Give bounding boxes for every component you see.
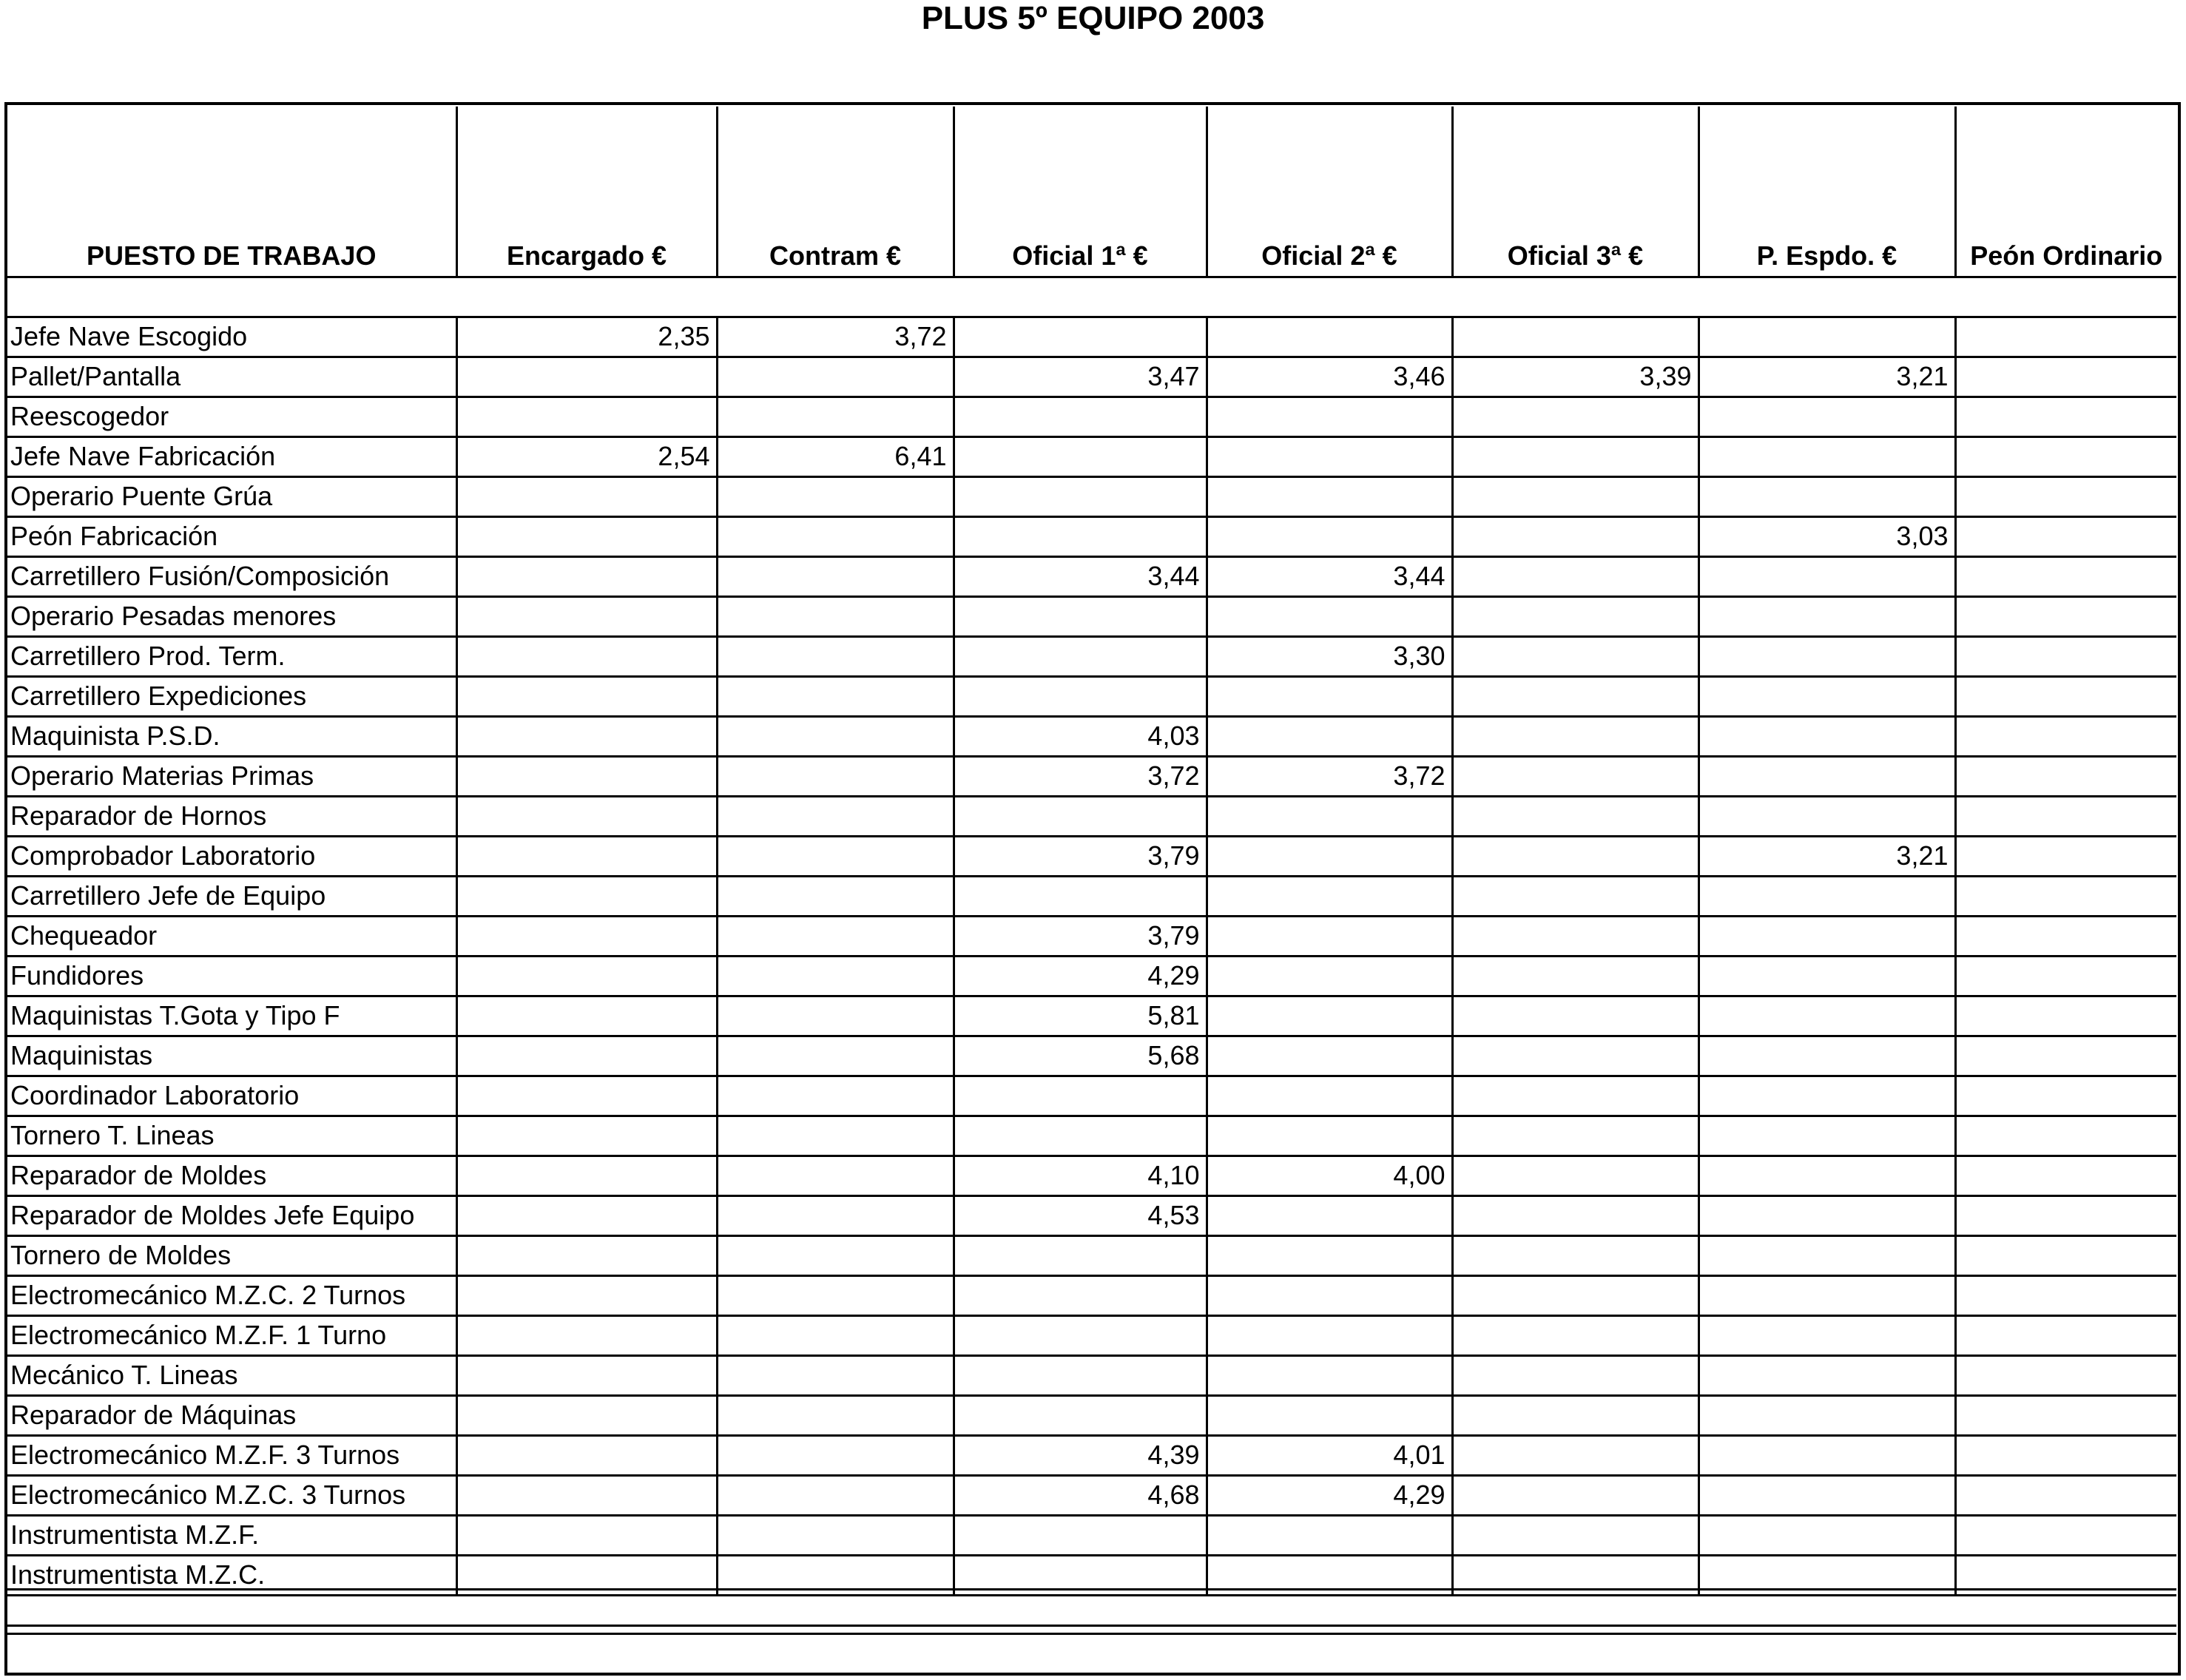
value-cell	[717, 1435, 954, 1475]
value-cell	[1698, 1395, 1955, 1435]
value-cell	[1207, 476, 1452, 516]
value-cell	[1452, 476, 1698, 516]
value-cell	[456, 756, 717, 796]
value-cell	[456, 636, 717, 676]
value-cell	[1452, 1355, 1698, 1395]
value-cell	[1955, 1116, 2176, 1156]
table-row	[7, 716, 2176, 756]
value-cell	[1955, 876, 2176, 916]
table-row	[7, 676, 2176, 716]
value-cell: 3,72	[1207, 756, 1452, 796]
job-title-cell: Electromecánico M.Z.F. 1 Turno	[7, 1315, 456, 1355]
value-cell	[717, 1195, 954, 1235]
job-title-cell: Electromecánico M.Z.C. 3 Turnos	[7, 1475, 456, 1515]
value-cell	[717, 1515, 954, 1555]
value-cell	[1955, 1156, 2176, 1195]
value-cell	[1698, 916, 1955, 956]
table-row	[7, 1355, 2176, 1395]
value-cell	[456, 716, 717, 756]
value-cell	[1452, 1275, 1698, 1315]
value-cell	[954, 796, 1207, 836]
column-header: PUESTO DE TRABAJO	[7, 107, 456, 277]
value-cell	[1955, 636, 2176, 676]
table-row	[7, 956, 2176, 996]
value-cell	[456, 956, 717, 996]
value-cell	[456, 1515, 717, 1555]
value-cell: 4,10	[954, 1156, 1207, 1195]
value-cell	[1452, 1435, 1698, 1475]
value-cell	[1698, 796, 1955, 836]
value-cell	[1207, 716, 1452, 756]
value-cell	[1955, 676, 2176, 716]
value-cell	[1207, 1355, 1452, 1395]
value-cell	[1698, 996, 1955, 1036]
value-cell	[1452, 436, 1698, 476]
value-cell	[717, 1116, 954, 1156]
table-row	[7, 1156, 2176, 1195]
value-cell	[1955, 756, 2176, 796]
value-cell	[1955, 436, 2176, 476]
value-cell	[1955, 1475, 2176, 1515]
value-cell: 4,29	[1207, 1475, 1452, 1515]
value-cell	[1955, 1036, 2176, 1076]
value-cell	[456, 1156, 717, 1195]
value-cell: 3,44	[1207, 556, 1452, 596]
value-cell	[1207, 436, 1452, 476]
value-cell	[1955, 1076, 2176, 1116]
value-cell	[1698, 1235, 1955, 1275]
value-cell	[1207, 1076, 1452, 1116]
job-title-cell: Reparador de Moldes	[7, 1156, 456, 1195]
value-cell	[717, 1076, 954, 1116]
table-row	[7, 397, 2176, 436]
value-cell	[954, 1395, 1207, 1435]
value-cell: 5,81	[954, 996, 1207, 1036]
job-title-cell: Operario Puente Grúa	[7, 476, 456, 516]
value-cell	[717, 1036, 954, 1076]
value-cell	[1698, 1036, 1955, 1076]
value-cell	[1452, 796, 1698, 836]
job-title-cell: Carretillero Fusión/Composición	[7, 556, 456, 596]
value-cell	[456, 876, 717, 916]
table-row	[7, 1395, 2176, 1435]
value-cell	[954, 1116, 1207, 1156]
value-cell	[717, 676, 954, 716]
value-cell	[1207, 796, 1452, 836]
value-cell	[1698, 317, 1955, 357]
job-title-cell: Reparador de Máquinas	[7, 1395, 456, 1435]
value-cell	[1452, 1195, 1698, 1235]
value-cell	[954, 1275, 1207, 1315]
value-cell	[717, 716, 954, 756]
value-cell	[1955, 516, 2176, 556]
value-cell	[717, 756, 954, 796]
value-cell	[1698, 476, 1955, 516]
column-header: Encargado €	[456, 107, 717, 277]
value-cell	[1955, 1355, 2176, 1395]
value-cell	[1207, 876, 1452, 916]
table-row	[7, 636, 2176, 676]
value-cell	[1955, 1395, 2176, 1435]
table-row	[7, 1435, 2176, 1475]
job-title-cell: Carretillero Prod. Term.	[7, 636, 456, 676]
value-cell	[1698, 1116, 1955, 1156]
value-cell	[1207, 836, 1452, 876]
value-cell	[717, 1156, 954, 1195]
value-cell	[1452, 1395, 1698, 1435]
value-cell	[1698, 636, 1955, 676]
value-cell	[1955, 836, 2176, 876]
value-cell	[717, 357, 954, 397]
value-cell	[1698, 716, 1955, 756]
column-header: Oficial 2ª €	[1207, 107, 1452, 277]
value-cell	[1955, 956, 2176, 996]
value-cell	[1207, 1515, 1452, 1555]
table-row	[7, 596, 2176, 636]
value-cell	[1207, 596, 1452, 636]
value-cell	[1452, 1156, 1698, 1195]
value-cell: 4,68	[954, 1475, 1207, 1515]
job-title-cell: Chequeador	[7, 916, 456, 956]
value-cell	[1955, 556, 2176, 596]
value-cell	[1207, 916, 1452, 956]
value-cell	[954, 1235, 1207, 1275]
value-cell	[1452, 1235, 1698, 1275]
value-cell	[1955, 357, 2176, 397]
value-cell	[1955, 996, 2176, 1036]
table-row	[7, 476, 2176, 516]
value-cell	[456, 1036, 717, 1076]
value-cell	[1452, 1036, 1698, 1076]
value-cell	[1955, 716, 2176, 756]
job-title-cell: Pallet/Pantalla	[7, 357, 456, 397]
job-title-cell: Jefe Nave Escogido	[7, 317, 456, 357]
value-cell	[1452, 756, 1698, 796]
table-row	[7, 1235, 2176, 1275]
table-row	[7, 916, 2176, 956]
value-cell	[1452, 516, 1698, 556]
value-cell	[1452, 996, 1698, 1036]
value-cell: 4,01	[1207, 1435, 1452, 1475]
column-header: P. Espdo. €	[1698, 107, 1955, 277]
job-title-cell: Tornero T. Lineas	[7, 1116, 456, 1156]
value-cell	[1955, 317, 2176, 357]
value-cell	[1207, 1036, 1452, 1076]
spacer-cell	[7, 277, 2176, 317]
value-cell	[954, 1076, 1207, 1116]
value-cell: 3,47	[954, 357, 1207, 397]
value-cell: 2,54	[456, 436, 717, 476]
table-row	[7, 317, 2176, 357]
value-cell: 4,39	[954, 1435, 1207, 1475]
table-row	[7, 1475, 2176, 1515]
value-cell	[456, 1235, 717, 1275]
table-row	[7, 1275, 2176, 1315]
value-cell	[1207, 397, 1452, 436]
value-cell	[1452, 636, 1698, 676]
value-cell: 4,29	[954, 956, 1207, 996]
value-cell	[1452, 1475, 1698, 1515]
value-cell	[1452, 716, 1698, 756]
value-cell	[954, 876, 1207, 916]
value-cell	[456, 556, 717, 596]
value-cell	[1452, 916, 1698, 956]
value-cell	[1698, 1076, 1955, 1116]
value-cell	[1207, 1315, 1452, 1355]
column-header: Oficial 3ª €	[1452, 107, 1698, 277]
value-cell	[1698, 1195, 1955, 1235]
value-cell	[717, 1315, 954, 1355]
data-table	[7, 107, 2176, 1596]
value-cell	[1698, 676, 1955, 716]
value-cell	[1698, 596, 1955, 636]
job-title-cell: Reparador de Moldes Jefe Equipo	[7, 1195, 456, 1235]
value-cell	[954, 636, 1207, 676]
value-cell	[717, 596, 954, 636]
value-cell	[456, 996, 717, 1036]
value-cell	[1207, 956, 1452, 996]
table-row	[7, 1315, 2176, 1355]
job-title-cell: Peón Fabricación	[7, 516, 456, 556]
table-row	[7, 996, 2176, 1036]
value-cell	[717, 1395, 954, 1435]
value-cell	[456, 676, 717, 716]
value-cell	[1207, 1195, 1452, 1235]
value-cell	[1698, 397, 1955, 436]
value-cell	[1698, 756, 1955, 796]
value-cell	[456, 476, 717, 516]
footer-rule	[7, 1588, 2176, 1627]
table-row	[7, 1076, 2176, 1116]
value-cell	[954, 596, 1207, 636]
value-cell	[1452, 317, 1698, 357]
value-cell	[1955, 1515, 2176, 1555]
value-cell	[456, 596, 717, 636]
table-row	[7, 1515, 2176, 1555]
value-cell: 3,44	[954, 556, 1207, 596]
value-cell	[1698, 1355, 1955, 1395]
value-cell	[456, 1116, 717, 1156]
value-cell: 3,46	[1207, 357, 1452, 397]
value-cell	[954, 676, 1207, 716]
table-row	[7, 516, 2176, 556]
value-cell	[717, 636, 954, 676]
column-header: Peón Ordinario	[1955, 107, 2176, 277]
value-cell	[1452, 956, 1698, 996]
table-row	[7, 756, 2176, 796]
value-cell	[717, 996, 954, 1036]
value-cell	[1698, 1475, 1955, 1515]
value-cell	[1207, 1235, 1452, 1275]
value-cell	[456, 397, 717, 436]
value-cell: 3,03	[1698, 516, 1955, 556]
job-title-cell: Tornero de Moldes	[7, 1235, 456, 1275]
value-cell	[1698, 1275, 1955, 1315]
value-cell	[1207, 996, 1452, 1036]
value-cell	[1698, 1156, 1955, 1195]
job-title-cell: Electromecánico M.Z.C. 2 Turnos	[7, 1275, 456, 1315]
value-cell	[1955, 916, 2176, 956]
value-cell	[717, 956, 954, 996]
value-cell	[717, 1275, 954, 1315]
value-cell: 4,03	[954, 716, 1207, 756]
value-cell	[954, 1315, 1207, 1355]
value-cell	[1698, 1515, 1955, 1555]
page-title: PLUS 5º EQUIPO 2003	[921, 0, 1265, 36]
value-cell	[1955, 1315, 2176, 1355]
job-title-cell: Jefe Nave Fabricación	[7, 436, 456, 476]
value-cell	[456, 796, 717, 836]
header-row	[7, 107, 2176, 277]
value-cell	[1452, 836, 1698, 876]
value-cell	[1207, 1395, 1452, 1435]
job-title-cell: Comprobador Laboratorio	[7, 836, 456, 876]
value-cell	[717, 516, 954, 556]
value-cell	[1955, 596, 2176, 636]
value-cell	[954, 436, 1207, 476]
value-cell	[456, 516, 717, 556]
value-cell	[717, 1235, 954, 1275]
value-cell: 6,41	[717, 436, 954, 476]
value-cell	[1955, 1235, 2176, 1275]
value-cell	[1698, 1315, 1955, 1355]
value-cell	[1698, 1435, 1955, 1475]
value-cell	[717, 1475, 954, 1515]
value-cell	[717, 876, 954, 916]
value-cell	[456, 1475, 717, 1515]
value-cell	[456, 836, 717, 876]
value-cell: 3,72	[717, 317, 954, 357]
job-title-cell: Mecánico T. Lineas	[7, 1355, 456, 1395]
job-title-cell: Fundidores	[7, 956, 456, 996]
value-cell	[1698, 556, 1955, 596]
value-cell: 3,30	[1207, 636, 1452, 676]
value-cell	[1955, 476, 2176, 516]
value-cell	[954, 1515, 1207, 1555]
table-row	[7, 1195, 2176, 1235]
job-title-cell: Reescogedor	[7, 397, 456, 436]
value-cell	[456, 1315, 717, 1355]
value-cell	[1955, 796, 2176, 836]
table-row	[7, 1036, 2176, 1076]
column-header: Contram €	[717, 107, 954, 277]
value-cell	[456, 1355, 717, 1395]
value-cell: 3,79	[954, 836, 1207, 876]
value-cell	[1452, 1315, 1698, 1355]
table-row	[7, 1116, 2176, 1156]
table-row	[7, 796, 2176, 836]
value-cell	[954, 476, 1207, 516]
value-cell	[717, 796, 954, 836]
value-cell	[1698, 876, 1955, 916]
value-cell	[456, 1195, 717, 1235]
value-cell	[1452, 556, 1698, 596]
value-cell: 3,79	[954, 916, 1207, 956]
value-cell: 5,68	[954, 1036, 1207, 1076]
value-cell	[717, 1355, 954, 1395]
value-cell	[456, 1435, 717, 1475]
table-row	[7, 556, 2176, 596]
table-row	[7, 436, 2176, 476]
value-cell	[1955, 397, 2176, 436]
value-cell	[1452, 1076, 1698, 1116]
job-title-cell: Instrumentista M.Z.C.	[7, 1555, 456, 1595]
value-cell	[717, 836, 954, 876]
value-cell	[1207, 1275, 1452, 1315]
value-cell	[456, 1395, 717, 1435]
value-cell	[1955, 1195, 2176, 1235]
value-cell	[1452, 1515, 1698, 1555]
value-cell: 3,21	[1698, 836, 1955, 876]
value-cell	[1452, 397, 1698, 436]
value-cell	[1452, 676, 1698, 716]
value-cell	[456, 1076, 717, 1116]
job-title-cell: Operario Materias Primas	[7, 756, 456, 796]
value-cell	[1452, 596, 1698, 636]
value-cell	[1698, 436, 1955, 476]
value-cell	[717, 556, 954, 596]
value-cell: 3,72	[954, 756, 1207, 796]
value-cell	[954, 397, 1207, 436]
value-cell	[1207, 1116, 1452, 1156]
table-row	[7, 836, 2176, 876]
value-cell	[954, 516, 1207, 556]
job-title-cell: Maquinistas T.Gota y Tipo F	[7, 996, 456, 1036]
value-cell	[954, 1355, 1207, 1395]
value-cell: 4,53	[954, 1195, 1207, 1235]
value-cell: 2,35	[456, 317, 717, 357]
value-cell	[1955, 1435, 2176, 1475]
job-title-cell: Electromecánico M.Z.F. 3 Turnos	[7, 1435, 456, 1475]
value-cell: 3,21	[1698, 357, 1955, 397]
table-row	[7, 876, 2176, 916]
table-row	[7, 357, 2176, 397]
job-title-cell: Maquinista P.S.D.	[7, 716, 456, 756]
job-title-cell: Maquinistas	[7, 1036, 456, 1076]
job-title-cell: Instrumentista M.Z.F.	[7, 1515, 456, 1555]
value-cell	[1955, 1275, 2176, 1315]
job-title-cell: Carretillero Expediciones	[7, 676, 456, 716]
column-header: Oficial 1ª €	[954, 107, 1207, 277]
job-title-cell: Carretillero Jefe de Equipo	[7, 876, 456, 916]
footer-rule-double	[7, 1633, 2176, 1636]
value-cell	[456, 357, 717, 397]
value-cell	[717, 397, 954, 436]
value-cell	[717, 476, 954, 516]
value-cell	[954, 317, 1207, 357]
value-cell	[1207, 516, 1452, 556]
value-cell: 3,39	[1452, 357, 1698, 397]
job-title-cell: Operario Pesadas menores	[7, 596, 456, 636]
value-cell	[717, 916, 954, 956]
job-title-cell: Reparador de Hornos	[7, 796, 456, 836]
value-cell: 4,00	[1207, 1156, 1452, 1195]
value-cell	[456, 1275, 717, 1315]
value-cell	[1452, 1116, 1698, 1156]
job-title-cell: Coordinador Laboratorio	[7, 1076, 456, 1116]
value-cell	[1207, 676, 1452, 716]
spacer-row	[7, 277, 2176, 317]
value-cell	[456, 916, 717, 956]
value-cell	[1452, 876, 1698, 916]
value-cell	[1207, 317, 1452, 357]
value-cell	[1698, 956, 1955, 996]
